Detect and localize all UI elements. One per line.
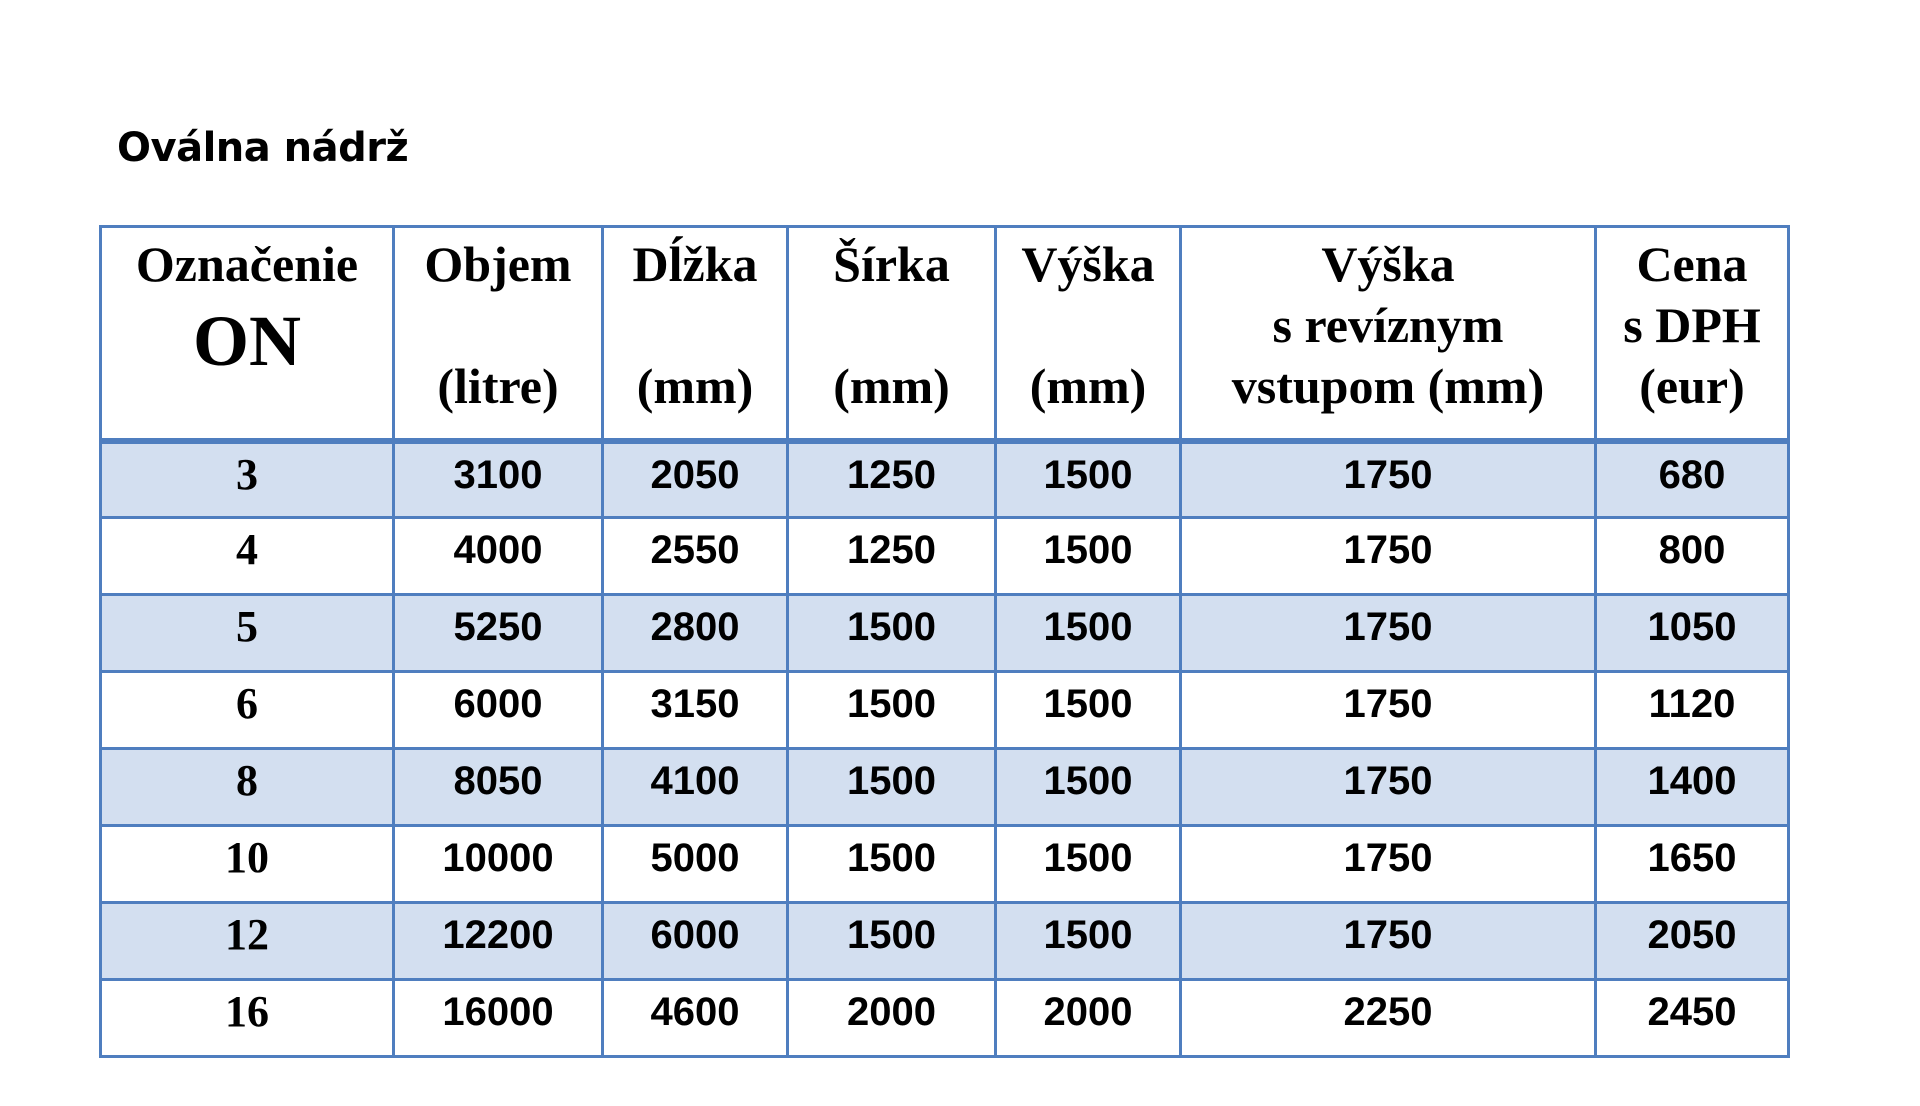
- cell-dlzka: 3150: [603, 672, 788, 749]
- table-row: [101, 826, 1789, 903]
- cell-on: 5: [101, 595, 394, 672]
- table-header: [101, 227, 1789, 441]
- header-vyska-rev-unit: vstupom (mm): [1231, 358, 1545, 414]
- table-row: [101, 749, 1789, 826]
- cell-vyska-rev: 1750: [1181, 903, 1596, 980]
- header-objem-unit: (litre): [437, 358, 559, 414]
- cell-cena: 2050: [1596, 903, 1789, 980]
- tank-table: [99, 225, 1790, 1058]
- table-row: [101, 595, 1789, 672]
- header-vyska-label: Výška: [1021, 236, 1155, 292]
- cell-vyska: 1500: [996, 903, 1181, 980]
- header-dlzka-label: Dĺžka: [632, 236, 758, 292]
- cell-dlzka: 2800: [603, 595, 788, 672]
- cell-sirka: 1500: [788, 903, 996, 980]
- cell-sirka: 1250: [788, 518, 996, 595]
- header-sirka: [788, 227, 996, 441]
- table-row: [101, 903, 1789, 980]
- cell-vyska: 1500: [996, 518, 1181, 595]
- cell-objem: 10000: [394, 826, 603, 903]
- cell-vyska-rev: 1750: [1181, 749, 1596, 826]
- header-vyska-rev: [1181, 227, 1596, 441]
- header-vyska-unit: (mm): [1029, 358, 1147, 414]
- cell-cena: 1650: [1596, 826, 1789, 903]
- cell-cena: 1400: [1596, 749, 1789, 826]
- cell-vyska-rev: 1750: [1181, 672, 1596, 749]
- cell-on: 16: [101, 980, 394, 1057]
- table-row: [101, 672, 1789, 749]
- cell-sirka: 1500: [788, 826, 996, 903]
- cell-objem: 8050: [394, 749, 603, 826]
- cell-sirka: 1250: [788, 441, 996, 518]
- table-body: [101, 441, 1789, 1057]
- cell-dlzka: 2550: [603, 518, 788, 595]
- header-cena-label: Cena: [1636, 236, 1748, 292]
- cell-objem: 16000: [394, 980, 603, 1057]
- header-dlzka: [603, 227, 788, 441]
- cell-sirka: 2000: [788, 980, 996, 1057]
- cell-dlzka: 5000: [603, 826, 788, 903]
- cell-cena: 1050: [1596, 595, 1789, 672]
- cell-sirka: 1500: [788, 749, 996, 826]
- cell-dlzka: 2050: [603, 441, 788, 518]
- cell-vyska-rev: 1750: [1181, 441, 1596, 518]
- header-dlzka-unit: (mm): [636, 358, 754, 414]
- cell-dlzka: 4100: [603, 749, 788, 826]
- header-on-abbrev: ON: [193, 301, 301, 381]
- header-objem-label: Objem: [424, 236, 572, 292]
- cell-vyska-rev: 2250: [1181, 980, 1596, 1057]
- cell-objem: 6000: [394, 672, 603, 749]
- cell-vyska-rev: 1750: [1181, 595, 1596, 672]
- page-title: Oválna nádrž: [117, 125, 409, 171]
- cell-on: 6: [101, 672, 394, 749]
- cell-vyska: 2000: [996, 980, 1181, 1057]
- cell-vyska: 1500: [996, 826, 1181, 903]
- cell-on: 10: [101, 826, 394, 903]
- header-cena-line2: s DPH: [1623, 297, 1761, 353]
- header-vyska-rev-line2: s revíznym: [1272, 297, 1504, 353]
- header-objem: [394, 227, 603, 441]
- cell-vyska: 1500: [996, 441, 1181, 518]
- header-cena: [1596, 227, 1789, 441]
- cell-cena: 800: [1596, 518, 1789, 595]
- header-cena-unit: (eur): [1639, 358, 1745, 414]
- header-on: [101, 227, 394, 441]
- cell-on: 12: [101, 903, 394, 980]
- cell-sirka: 1500: [788, 595, 996, 672]
- cell-on: 8: [101, 749, 394, 826]
- cell-objem: 12200: [394, 903, 603, 980]
- header-vyska: [996, 227, 1181, 441]
- header-vyska-rev-label: Výška: [1321, 236, 1455, 292]
- cell-objem: 5250: [394, 595, 603, 672]
- cell-objem: 3100: [394, 441, 603, 518]
- cell-vyska-rev: 1750: [1181, 518, 1596, 595]
- header-on-label: Označenie: [135, 236, 359, 292]
- cell-cena: 1120: [1596, 672, 1789, 749]
- table-row: [101, 441, 1789, 518]
- cell-objem: 4000: [394, 518, 603, 595]
- cell-vyska-rev: 1750: [1181, 826, 1596, 903]
- cell-vyska: 1500: [996, 749, 1181, 826]
- cell-dlzka: 4600: [603, 980, 788, 1057]
- cell-cena: 2450: [1596, 980, 1789, 1057]
- header-row: [101, 227, 1789, 441]
- header-sirka-unit: (mm): [833, 358, 950, 414]
- cell-on: 3: [101, 441, 394, 518]
- header-sirka-label: Šírka: [833, 236, 950, 292]
- table-row: [101, 980, 1789, 1057]
- table-row: [101, 518, 1789, 595]
- cell-vyska: 1500: [996, 595, 1181, 672]
- cell-sirka: 1500: [788, 672, 996, 749]
- cell-vyska: 1500: [996, 672, 1181, 749]
- cell-on: 4: [101, 518, 394, 595]
- cell-cena: 680: [1596, 441, 1789, 518]
- cell-dlzka: 6000: [603, 903, 788, 980]
